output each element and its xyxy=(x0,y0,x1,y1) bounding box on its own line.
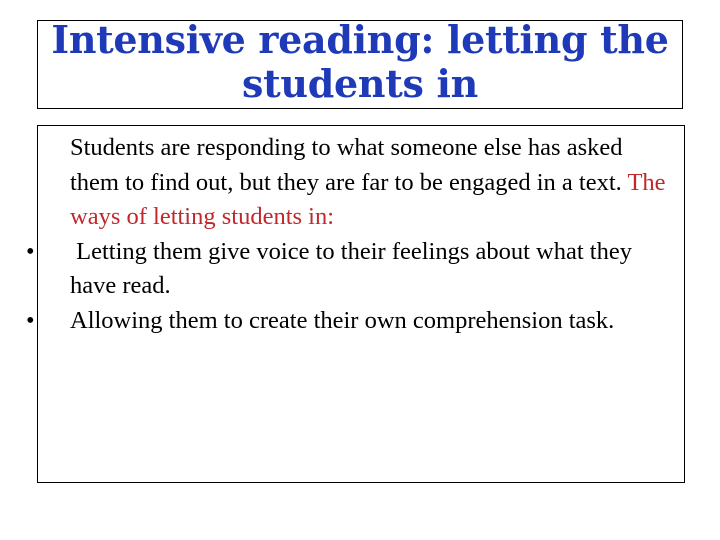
slide-title-line-2: students in xyxy=(242,61,478,106)
intro-highlight: The ways of letting students in: xyxy=(70,168,666,230)
bullet-text-2: Allowing them to create their own comprehension task. xyxy=(70,306,615,334)
slide-title-line-1: Intensive reading: letting the xyxy=(51,17,669,62)
slide-title xyxy=(37,18,683,106)
bullet-icon: • xyxy=(26,306,35,334)
intro-paragraph xyxy=(20,131,670,235)
slide-content xyxy=(20,131,670,338)
bullet-item-2 xyxy=(20,304,670,339)
intro-text: Students are responding to what someone else has asked them to find out, but they are far to be engaged in a text. xyxy=(70,134,623,196)
bullet-item-1 xyxy=(20,235,670,304)
bullet-icon: • xyxy=(26,237,35,265)
bullet-text-1: Letting them give voice to their feelings about what they have read. xyxy=(70,237,639,299)
